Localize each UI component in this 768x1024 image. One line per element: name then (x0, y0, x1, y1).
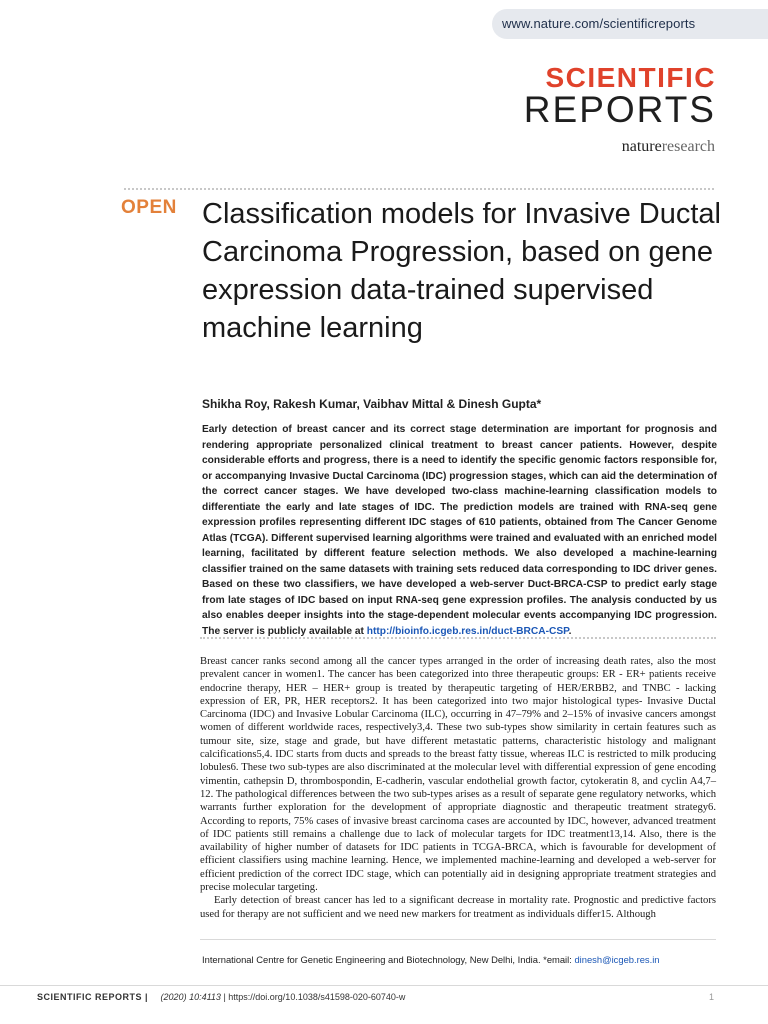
server-link[interactable]: http://bioinfo.icgeb.res.in/duct-BRCA-CSP (366, 625, 569, 637)
logo-nature-research (622, 138, 715, 156)
abstract (202, 422, 717, 639)
logo-nature-text: nature (621, 138, 662, 155)
affiliation-text: International Centre for Genetic Engineering and Biotechnology, New Delhi, India. *email: (202, 954, 575, 965)
abstract-text: Early detection of breast cancer and its correct stage determination are important for prognosis and rendering appropriate personalized clinical treatment to breast cancer patients. However, despite considerable efforts and progress, there is a need to identify the specific genomic factors responsible for, or accompanying Invasive Ductal Carcinoma (IDC) progression stages, which can aid the determination of the correct cancer stages. We have developed two-class machine-learning classification models to differentiate the early and late stages of IDC. The prediction models are trained with RNA-seq gene expression profiles representing different IDC stages of 610 patients, obtained from The Cancer Genome Atlas (TCGA). Different supervised learning algorithms were trained and evaluated with an enriched model learning, facilitated by different feature selection methods. We also developed a machine-learning classifier trained on the same datasets with training sets reduced data corresponding to IDC driver genes. Based on these two classifiers, we have developed a web-server Duct-BRCA-CSP to predict early stage from late stages of IDC based on input RNA-seq gene expression profiles. The analysis conducted by us also enables deeper insights into the stage-dependent molecular events accompanying IDC progression. The server is publicly available at (202, 424, 717, 637)
open-access-badge: OPEN (121, 197, 177, 218)
journal-url[interactable]: www.nature.com/scientificreports (502, 16, 696, 31)
page-number: 1 (708, 992, 714, 1002)
logo-scientific: SCIENTIFIC (545, 62, 716, 93)
footer-rule (0, 985, 768, 986)
abstract-end: . (568, 625, 572, 637)
divider-abstract (200, 637, 716, 639)
footnote-rule (200, 939, 716, 940)
affiliation (202, 954, 660, 965)
body-paragraph-1: Breast cancer ranks second among all the cancer types arranged in the order of increasing death rates, also the most prevalent cancer in women1. The cancer has been categorized into three therapeutic groups: ER - ER+ patients receive endocrine therapy, HER – HER+ group is treated by therapeutic targeting of HER/ERBB2, and TNBC - lacking expression of ER, PR, HER receptors2. It has been categorized into two major histological types- Invasive Ductal Carcinoma (IDC) and Invasive Lobular Carcinoma (ILC), occurring in 47–79% and 2–15% of invasive cancers amongst women of different worldwide races, respectively3,4. These two sub-types show similarity in certain features such as tumour site, size, stage and grade, but have different metastatic patterns, characteristic histology and malignant calcifications5,4. IDC starts from ducts and spreads to the breast fatty tissue, whereas ILC is restricted to milk producing lobules6. These two sub-types are also discriminated at the molecular level with differential expression of gene encoding vimentin, cathepsin D, thrombospondin, E-cadherin, vascular endothelial growth factor, cytokeratin 8, and cyclin A4,7–12. The pathological differences between the two sub-types arises as a result of separate gene regulatory networks, which warrants further exploration for the development of appropriate diagnostic and therapeutic treatment strategy6. According to reports, 75% cases of invasive breast carcinoma cases are accounted by IDC, however, advanced treatment of IDC patients still remains a challenge due to lack of molecular targets for IDC treatment13,14. Also, there is the availability of higher number of datasets for IDC patients in TCGA-BRCA, which is favourable for development of efficient classifiers using machine learning. Hence, we implemented machine-learning and developed a web-server for efficient prediction of the correct IDC stage, which can potentially aid in designing appropriate treatment strategies and precise molecular targeting. (200, 656, 716, 894)
footer-doi[interactable]: | https://doi.org/10.1038/s41598-020-60740-w (220, 992, 406, 1002)
body-paragraph-2: Early detection of breast cancer has led to a significant decrease in mortality rate. Prognostic and predictive factors used for therapy are not sufficient and we need new markers for treatment as individuals differ15. Although (200, 895, 716, 920)
logo-research-text: research (661, 138, 715, 155)
footer-citation: (2020) 10:4113 (160, 992, 221, 1002)
page-footer (37, 992, 405, 1002)
footer-journal: SCIENTIFIC REPORTS | (37, 992, 149, 1002)
author-list: Shikha Roy, Rakesh Kumar, Vaibhav Mittal & Dinesh Gupta* (202, 397, 542, 411)
logo-reports: REPORTS (523, 89, 716, 130)
divider-top (124, 188, 714, 190)
article-title: Classification models for Invasive Ductal Carcinoma Progression, based on gene expression data-trained supervised machine learning (202, 198, 721, 344)
body-text (200, 655, 716, 921)
corresponding-email-link[interactable]: dinesh@icgeb.res.in (574, 954, 660, 965)
